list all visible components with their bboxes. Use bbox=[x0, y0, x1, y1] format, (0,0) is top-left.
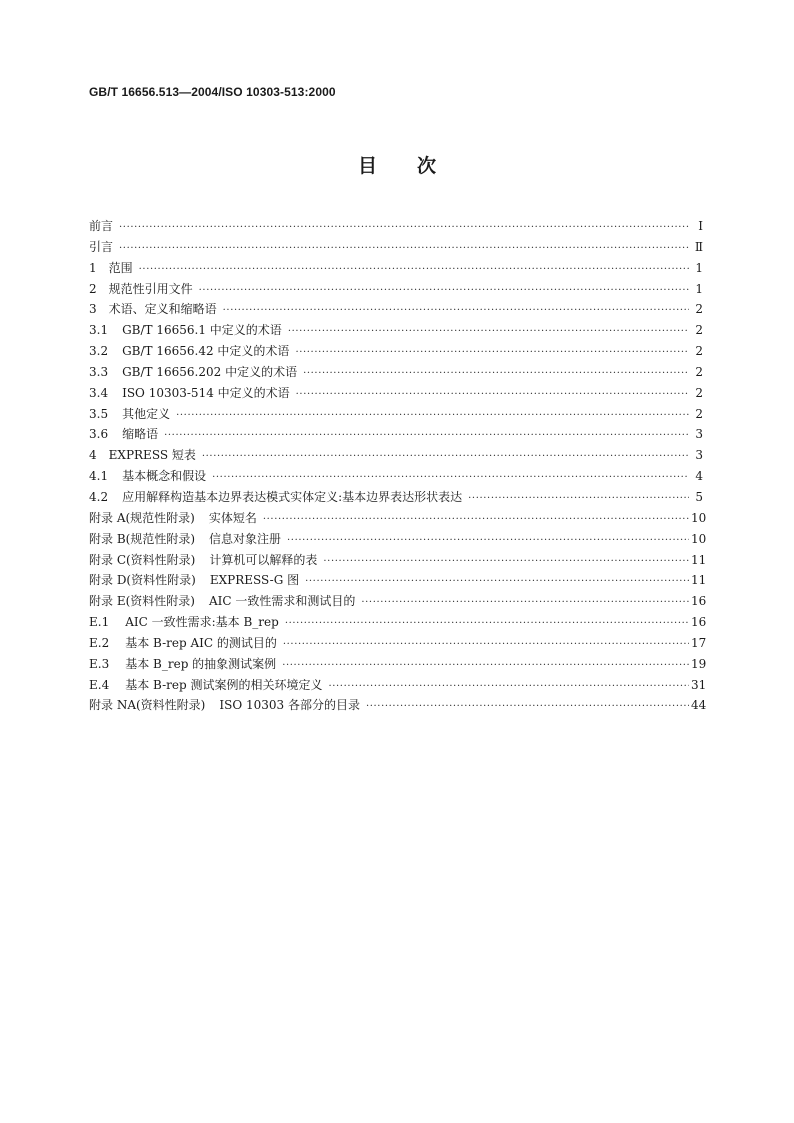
toc-entry-number: 3.6 bbox=[89, 427, 109, 442]
dot-leader bbox=[296, 385, 689, 406]
toc-entry-number: 附录 B(规范性附录) bbox=[89, 531, 195, 546]
dot-leader bbox=[283, 635, 689, 656]
dot-leader bbox=[287, 531, 689, 552]
toc-entry-e-3[interactable] bbox=[89, 654, 707, 675]
dot-leader bbox=[361, 593, 689, 614]
dot-leader bbox=[119, 218, 689, 239]
toc-entry-label: EXPRESS-G 图 bbox=[209, 573, 300, 588]
toc-entry-number: 3.1 bbox=[89, 323, 109, 338]
toc-entry-label: 应用解释构造基本边界表达模式实体定义:基本边界表达形状表达 bbox=[122, 489, 463, 504]
toc-entry-page: 11 bbox=[691, 552, 707, 567]
toc-entry-annex-b[interactable] bbox=[89, 529, 707, 550]
toc-entry-express-short-listing[interactable] bbox=[89, 445, 703, 466]
toc-entry-page: 16 bbox=[691, 615, 707, 630]
toc-entry-number: 3 bbox=[89, 302, 97, 317]
toc-entry-annex-d[interactable] bbox=[89, 570, 707, 591]
dot-leader bbox=[223, 301, 689, 322]
document-header: GB/T 16656.513—2004/ISO 10303-513:2000 bbox=[89, 85, 336, 99]
toc-entry-3-6[interactable] bbox=[89, 424, 703, 445]
dot-leader bbox=[202, 447, 689, 468]
toc-entry-page: 3 bbox=[695, 448, 703, 463]
dot-leader bbox=[366, 697, 689, 718]
toc-entry-page: 2 bbox=[695, 323, 703, 338]
toc-entry-page: 4 bbox=[695, 469, 703, 484]
toc-entry-number: 4 bbox=[89, 448, 97, 463]
toc-entry-number: 3.4 bbox=[89, 385, 109, 400]
toc-entry-label: 基本 B-rep 测试案例的相关环境定义 bbox=[125, 677, 323, 692]
toc-entry-number: 附录 C(资料性附录) bbox=[89, 552, 196, 567]
toc-entry-label: 引言 bbox=[89, 239, 114, 254]
toc-entry-e-4[interactable] bbox=[89, 675, 707, 696]
toc-entry-page: 44 bbox=[691, 698, 707, 713]
toc-entry-3-2[interactable] bbox=[89, 341, 703, 362]
toc-entry-label: GB/T 16656.1 中定义的术语 bbox=[122, 323, 282, 338]
toc-entry-label: GB/T 16656.202 中定义的术语 bbox=[122, 364, 298, 379]
toc-entry-number: 4.2 bbox=[89, 489, 109, 504]
toc-entry-label: 信息对象注册 bbox=[209, 531, 282, 546]
toc-entry-number: 附录 E(资料性附录) bbox=[89, 594, 195, 609]
dot-leader bbox=[139, 260, 689, 281]
toc-entry-page: 2 bbox=[695, 302, 703, 317]
toc-entry-page: 17 bbox=[691, 635, 707, 650]
toc-entry-number: 4.1 bbox=[89, 469, 109, 484]
dot-leader bbox=[282, 656, 689, 677]
dot-leader bbox=[468, 489, 689, 510]
toc-entry-terms[interactable] bbox=[89, 299, 703, 320]
dot-leader bbox=[176, 406, 689, 427]
toc-entry-number: E.1 bbox=[89, 615, 110, 630]
toc-entry-label: 计算机可以解释的表 bbox=[209, 552, 318, 567]
toc-entry-annex-e[interactable] bbox=[89, 591, 707, 612]
toc-entry-page: 2 bbox=[695, 385, 703, 400]
dot-leader bbox=[328, 677, 689, 698]
dot-leader bbox=[288, 322, 689, 343]
toc-entry-label: 范围 bbox=[108, 260, 133, 275]
toc-entry-scope[interactable] bbox=[89, 258, 703, 279]
dot-leader bbox=[323, 552, 689, 573]
toc-entry-introduction[interactable] bbox=[89, 237, 703, 258]
toc-entry-label: 其他定义 bbox=[122, 406, 171, 421]
dot-leader bbox=[285, 614, 689, 635]
toc-entry-page: 3 bbox=[695, 427, 703, 442]
toc-entry-label: AIC 一致性需求:基本 B_rep bbox=[125, 615, 279, 630]
toc-entry-label: 前言 bbox=[89, 219, 114, 233]
dot-leader bbox=[164, 426, 689, 447]
toc-entry-number: 3.3 bbox=[89, 364, 109, 379]
dot-leader bbox=[295, 343, 689, 364]
toc-entry-annex-na[interactable] bbox=[89, 695, 707, 716]
toc-entry-label: 基本 B_rep 的抽象测试案例 bbox=[125, 656, 277, 671]
toc-entry-foreword[interactable] bbox=[89, 216, 703, 237]
dot-leader bbox=[305, 572, 689, 593]
dot-leader bbox=[199, 281, 689, 302]
toc-entry-number: E.2 bbox=[89, 635, 110, 650]
toc-entry-annex-a[interactable] bbox=[89, 508, 707, 529]
toc-entry-page: 11 bbox=[691, 573, 707, 588]
toc-entry-page: 10 bbox=[691, 510, 707, 525]
toc-entry-label: AIC 一致性需求和测试目的 bbox=[208, 594, 356, 609]
toc-entry-page: 2 bbox=[695, 344, 703, 359]
toc-entry-number: E.4 bbox=[89, 677, 110, 692]
dot-leader bbox=[119, 239, 689, 260]
dot-leader bbox=[263, 510, 689, 531]
table-of-contents bbox=[89, 216, 707, 716]
dot-leader bbox=[212, 468, 689, 489]
toc-entry-3-5[interactable] bbox=[89, 404, 703, 425]
page-title: 目次 bbox=[357, 155, 476, 177]
toc-entry-number: 附录 A(规范性附录) bbox=[89, 510, 195, 525]
toc-entry-number: E.3 bbox=[89, 656, 110, 671]
toc-entry-e-1[interactable] bbox=[89, 612, 707, 633]
toc-entry-3-3[interactable] bbox=[89, 362, 703, 383]
toc-entry-label: ISO 10303 各部分的目录 bbox=[219, 698, 360, 713]
toc-entry-number: 附录 NA(资料性附录) bbox=[89, 698, 206, 713]
toc-entry-number: 2 bbox=[89, 281, 97, 296]
toc-entry-label: EXPRESS 短表 bbox=[108, 448, 196, 463]
toc-entry-page: 1 bbox=[695, 281, 703, 296]
toc-entry-number: 附录 D(资料性附录) bbox=[89, 573, 196, 588]
toc-entry-label: 基本 B-rep AIC 的测试目的 bbox=[125, 635, 277, 650]
toc-entry-number: 3.5 bbox=[89, 406, 109, 421]
toc-entry-normative-references[interactable] bbox=[89, 279, 703, 300]
toc-entry-label: ISO 10303-514 中定义的术语 bbox=[122, 385, 290, 400]
toc-entry-page: 1 bbox=[695, 260, 703, 275]
toc-entry-label: 实体短名 bbox=[208, 510, 257, 525]
toc-entry-number: 1 bbox=[89, 260, 97, 275]
toc-entry-page: 19 bbox=[691, 656, 707, 671]
toc-entry-3-4[interactable] bbox=[89, 383, 703, 404]
toc-entry-label: 规范性引用文件 bbox=[108, 281, 193, 296]
toc-entry-annex-c[interactable] bbox=[89, 550, 707, 571]
toc-entry-3-1[interactable] bbox=[89, 320, 703, 341]
toc-entry-page: 10 bbox=[691, 531, 707, 546]
toc-entry-e-2[interactable] bbox=[89, 633, 707, 654]
toc-entry-label: GB/T 16656.42 中定义的术语 bbox=[122, 344, 290, 359]
toc-entry-4-1[interactable] bbox=[89, 466, 703, 487]
toc-entry-number: 3.2 bbox=[89, 344, 109, 359]
dot-leader bbox=[303, 364, 689, 385]
toc-entry-page: 2 bbox=[695, 364, 703, 379]
toc-entry-4-2[interactable] bbox=[89, 487, 703, 508]
toc-entry-page: 2 bbox=[695, 406, 703, 421]
toc-entry-page: 5 bbox=[695, 489, 703, 504]
toc-entry-page: 16 bbox=[691, 594, 707, 609]
toc-entry-page: 31 bbox=[691, 677, 707, 692]
toc-entry-label: 基本概念和假设 bbox=[122, 469, 207, 484]
toc-entry-page: Ⅰ bbox=[698, 219, 703, 233]
toc-entry-label: 术语、定义和缩略语 bbox=[108, 302, 217, 317]
toc-entry-label: 缩略语 bbox=[122, 427, 159, 442]
toc-entry-page: Ⅱ bbox=[694, 239, 703, 254]
